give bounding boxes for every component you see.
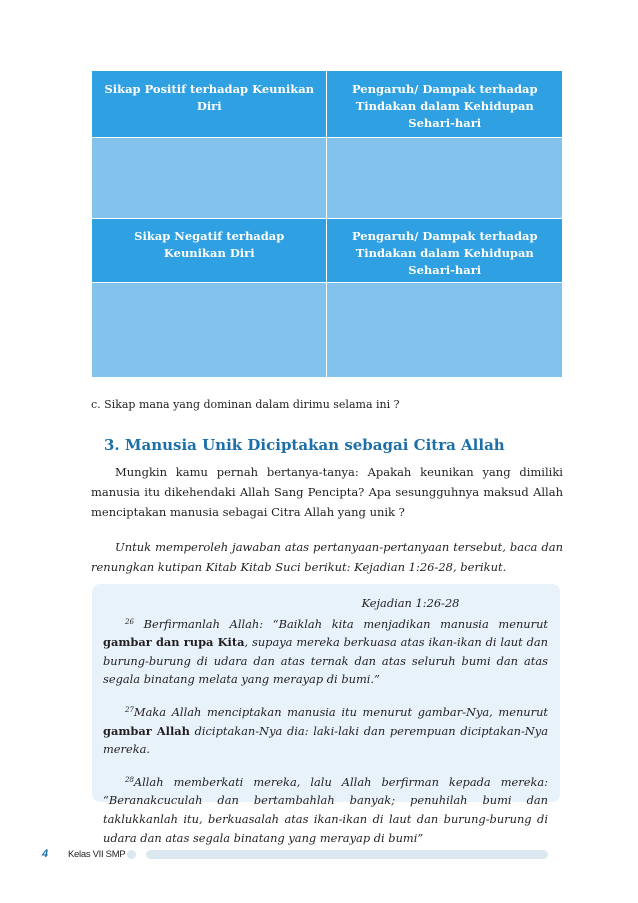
verse-26: $^{26}$ Berfirmanlah Allah: “Baiklah kita menjadikan manusia menurut gambar dan rupa Kita, supaya mereka berkuasa atas ikan-ikan di laut dan burung-burung di udara dan atas ternak dan atas seluruh bumi dan atas segala binatang melata yang merayap di bumi.” [103,616,548,687]
footer-bar [146,850,548,859]
verse-26-number: 26 [125,617,134,626]
paragraph-instruction [91,537,563,577]
reflection-table [91,70,563,378]
footer-label: Kelas VII SMP [68,849,126,860]
footer-dot [127,850,136,859]
table-header-positive: Sikap Positif terhadap Keunikan Diri [92,71,327,138]
scripture-quote-box [92,584,560,845]
paragraph-intro [91,462,563,522]
table-cell-negative-impact-entry[interactable] [327,283,563,378]
table-cell-positive-entry[interactable] [92,138,327,219]
verse-27: $^{27}$Maka Allah menciptakan manusia itu menurut gambar-Nya, menurut gambar Allah diciptakan-Nya dia: laki-laki dan perempuan diciptakan-Nya mereka. [103,704,548,757]
table-cell-positive-impact-entry[interactable] [327,138,563,219]
verse-28-number: 28 [125,775,134,784]
paragraph-intro-text: Mungkin kamu pernah bertanya-tanya: Apakah keunikan yang dimiliki manusia itu dikehendaki Allah Sang Pencipta? Apa sesungguhnya maksud Allah menciptakan manusia sebagai Citra Allah yang unik ? [91,465,563,519]
table-header-impact-negative: Pengaruh/ Dampak terhadap Tindakan dalam Kehidupan Sehari-hari [327,219,563,283]
section-title: 3. Manusia Unik Diciptakan sebagai Citra Allah [104,436,505,454]
table-header-negative: Sikap Negatif terhadap Keunikan Diri [92,219,327,283]
table-header-impact-positive: Pengaruh/ Dampak terhadap Tindakan dalam Kehidupan Sehari-hari [327,71,563,138]
table-cell-negative-entry[interactable] [92,283,327,378]
paragraph-instruction-text: Untuk memperoleh jawaban atas pertanyaan-pertanyaan tersebut, baca dan renungkan kutipan Kitab Kitab Suci berikut: Kejadian 1:26-28, berikut. [91,540,563,574]
page-number: 4 [42,848,49,860]
question-c: c. Sikap mana yang dominan dalam dirimu selama ini ? [91,398,400,411]
verse-28: $^{28}$Allah memberkati mereka, lalu Allah berfirman kepada mereka: “Beranakcuculah dan bertambahlah banyak; penuhilah bumi dan taklukkanlah itu, berkuasalah atas ikan-ikan di laut dan burung-burung di udara dan atas segala binatang yang merayap di bumi” [103,774,548,845]
quote-title: Kejadian 1:26-28 [361,596,460,610]
verse-27-number: 27 [125,705,134,714]
